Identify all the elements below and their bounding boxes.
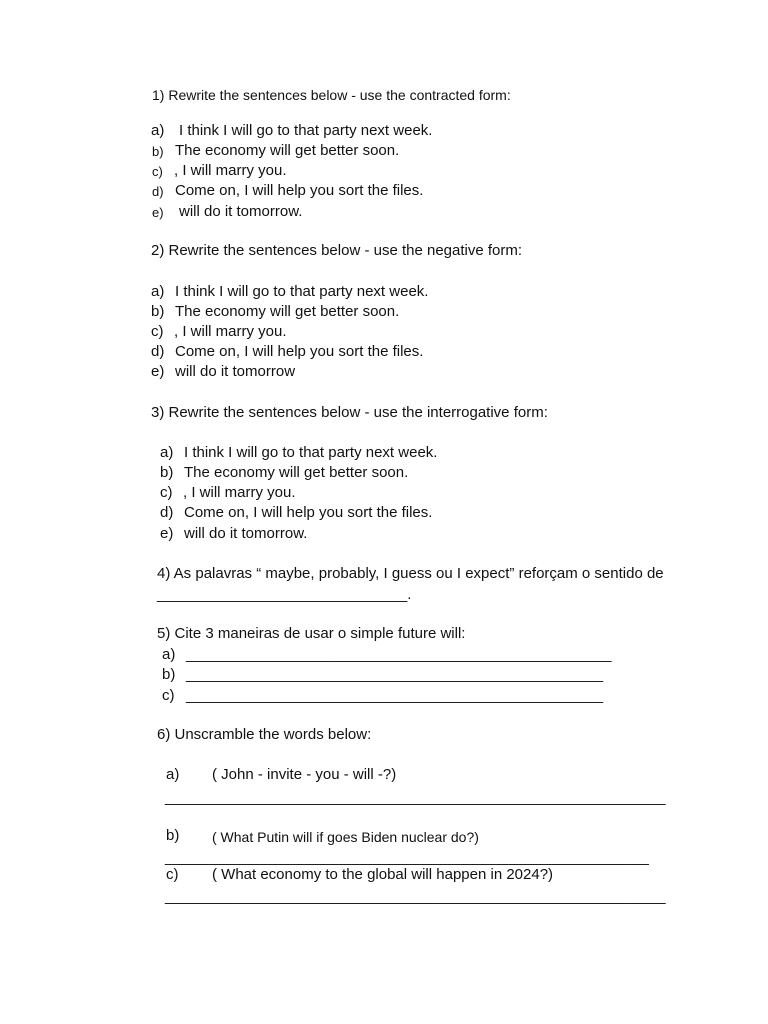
q5-marker-a: a) — [162, 646, 176, 663]
q3-title: 3) Rewrite the sentences below - use the interrogative form: — [151, 404, 548, 421]
q6-blank-c: ____________________________________________________________ — [165, 888, 666, 905]
q6-prompt-b: ( What Putin will if goes Biden nuclear do?) — [212, 829, 479, 845]
q5-blank-a: ___________________________________________________ — [186, 646, 612, 663]
q4-answer-blank: ______________________________. — [157, 586, 412, 603]
q5-blank-b: __________________________________________________ — [186, 666, 604, 683]
q5-title: 5) Cite 3 maneiras de usar o simple future will: — [157, 625, 466, 642]
q1-item-c: , I will marry you. — [174, 162, 287, 179]
q1-marker-c: c) — [152, 164, 163, 179]
q3-item-b: The economy will get better soon. — [184, 464, 409, 481]
q2-item-a: I think I will go to that party next week. — [175, 283, 429, 300]
q5-blank-c: __________________________________________________ — [186, 687, 604, 704]
q6-blank-a: ____________________________________________________________ — [165, 789, 666, 806]
q3-item-e: will do it tomorrow. — [184, 525, 308, 542]
q6-title: 6) Unscramble the words below: — [157, 726, 372, 743]
q2-item-e: will do it tomorrow — [175, 363, 296, 380]
q1-marker-d: d) — [152, 184, 164, 199]
q6-prompt-c: ( What economy to the global will happen in 2024?) — [212, 866, 554, 883]
q3-item-d: Come on, I will help you sort the files. — [184, 504, 433, 521]
q2-title: 2) Rewrite the sentences below - use the negative form: — [151, 242, 523, 259]
q1-item-e: will do it tomorrow. — [179, 203, 303, 220]
q6-blank-b: __________________________________________________________ — [165, 849, 649, 866]
q3-marker-d: d) — [160, 504, 174, 521]
q2-marker-e: e) — [151, 363, 165, 380]
q1-item-a: I think I will go to that party next week. — [179, 122, 433, 139]
q6-marker-b: b) — [166, 827, 180, 844]
q6-marker-a: a) — [166, 766, 180, 783]
q2-item-d: Come on, I will help you sort the files. — [175, 343, 424, 360]
q1-item-d: Come on, I will help you sort the files. — [175, 182, 424, 199]
q1-marker-b: b) — [152, 144, 164, 159]
q3-item-c: , I will marry you. — [183, 484, 296, 501]
q2-marker-c: c) — [151, 323, 164, 340]
q3-marker-c: c) — [160, 484, 173, 501]
q1-marker-e: e) — [152, 205, 164, 220]
q6-prompt-a: ( John - invite - you - will -?) — [212, 766, 397, 783]
q2-marker-b: b) — [151, 303, 165, 320]
q5-marker-c: c) — [162, 687, 175, 704]
q4-title: 4) As palavras “ maybe, probably, I guess ou I expect” reforçam o sentido de — [157, 565, 664, 582]
q6-marker-c: c) — [166, 866, 179, 883]
q2-marker-d: d) — [151, 343, 165, 360]
q3-marker-b: b) — [160, 464, 174, 481]
q3-marker-a: a) — [160, 444, 174, 461]
q2-item-c: , I will marry you. — [174, 323, 287, 340]
q3-item-a: I think I will go to that party next week. — [184, 444, 438, 461]
q3-marker-e: e) — [160, 525, 174, 542]
q2-item-b: The economy will get better soon. — [175, 303, 400, 320]
q1-marker-a: a) — [151, 122, 165, 139]
q1-title: 1) Rewrite the sentences below - use the contracted form: — [152, 87, 511, 103]
q5-marker-b: b) — [162, 666, 176, 683]
q2-marker-a: a) — [151, 283, 165, 300]
q1-item-b: The economy will get better soon. — [175, 142, 400, 159]
